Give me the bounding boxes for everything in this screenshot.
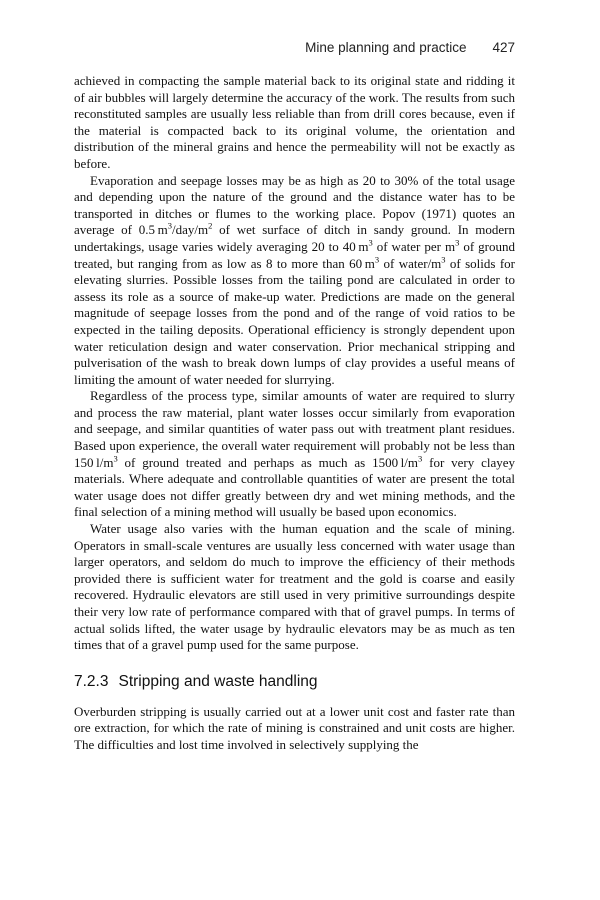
text-run: of wet surface of ditch in sandy ground. In modern undertakings, usage varies widely averaging 20 to 40 m bbox=[74, 222, 515, 254]
superscript: 3 bbox=[113, 453, 118, 464]
superscript: 2 bbox=[208, 221, 213, 232]
superscript: 3 bbox=[167, 221, 172, 232]
text-run: /day/m bbox=[171, 222, 209, 238]
paragraph-water-usage-scale bbox=[74, 521, 515, 654]
text-run: Overburden stripping is usually carried out at a lower unit cost and faster rate than ore extraction, for which the rate of mining is constrained and unit costs are higher. The difficulties and lost time involved in selectively supplying the bbox=[74, 703, 515, 752]
text-run: achieved in compacting the sample material back to its original state and ridding it of air bubbles will largely determine the accuracy of the work. The results from such reconstituted samples are usually less reliable than from drill cores because, even if the material is compacted back to its original volume, the orientation and distribution of the mineral grains and hence the permeability will not be exactly as before. bbox=[74, 73, 515, 171]
running-head bbox=[74, 40, 515, 60]
paragraph-overburden-stripping bbox=[74, 704, 515, 754]
running-head-title: Mine planning and practice bbox=[305, 40, 467, 55]
text-run: of solids for elevating slurries. Possible losses from the tailing pond are calculated in order to assess its role as a source of make-up water. Predictions are made on the general magnitude of seepage losses from the pond and of the range of void ratios to be expected in the tailing deposits. Operational efficiency is strongly dependent upon water reticulation design and water conservation. Prior mechanical stripping and pulverisation of the wash to break down lumps of clay provides a useful means of limiting the amount of water needed for slurrying. bbox=[74, 255, 515, 387]
text-run: Regardless of the process type, similar amounts of water are required to slurry and process the raw material, plant water losses occur similarly from evaporation and seepage, and similar quantities of water pass out with treatment plant residues. Based upon experience, the overall water requirement will probably not be less than 150 l/m bbox=[74, 388, 515, 470]
superscript: 3 bbox=[374, 254, 380, 265]
superscript: 3 bbox=[441, 254, 446, 265]
text-run: Water usage also varies with the human equation and the scale of mining. Operators in small-scale ventures are usually less concerned with water usage than larger operators, and seldom do much to improve the efficiency of their methods provided there is sufficient water for treatment and the gold is coarse and easily recovered. Hydraulic elevators are still used in very primitive surroundings despite their very low rate of performance compared with that of gravel pumps. In terms of actual solids lifted, the water usage by hydraulic elevators may be as much as ten times that of a gravel pump used for the same purpose. bbox=[74, 521, 515, 653]
paragraph-continued bbox=[74, 73, 515, 173]
section-heading bbox=[74, 672, 515, 692]
text-run: of ground treated and perhaps as much as 1500 l/m bbox=[117, 454, 419, 470]
text-run: of water per m bbox=[372, 238, 456, 254]
body-text bbox=[74, 73, 515, 754]
page-number: 427 bbox=[492, 40, 515, 55]
paragraph-evaporation-losses bbox=[74, 173, 515, 389]
superscript: 3 bbox=[368, 237, 373, 248]
superscript: 3 bbox=[418, 453, 423, 464]
section-number: 7.2.3 bbox=[74, 672, 109, 690]
paragraph-process-type bbox=[74, 388, 515, 521]
text-run: for very clayey materials. Where adequate and controllable quantities of water are present the total water usage does not differ greatly between dry and wet mining methods, and the final selection of a mining method will usually be based upon economics. bbox=[74, 454, 515, 520]
section-heading-title: Stripping and waste handling bbox=[118, 672, 318, 690]
text-run: Evaporation and seepage losses may be as high as 20 to 30% of the total usage and depending upon the nature of the ground and the distance water has to be transported in ditches or flumes to the working place. Popov (1971) quotes an average of 0.5 m bbox=[74, 172, 515, 238]
superscript: 3 bbox=[455, 237, 460, 248]
text-run: of ground treated, but ranging from as low as 8 to more than 60 m bbox=[74, 238, 515, 271]
text-run: of water/m bbox=[379, 255, 442, 271]
